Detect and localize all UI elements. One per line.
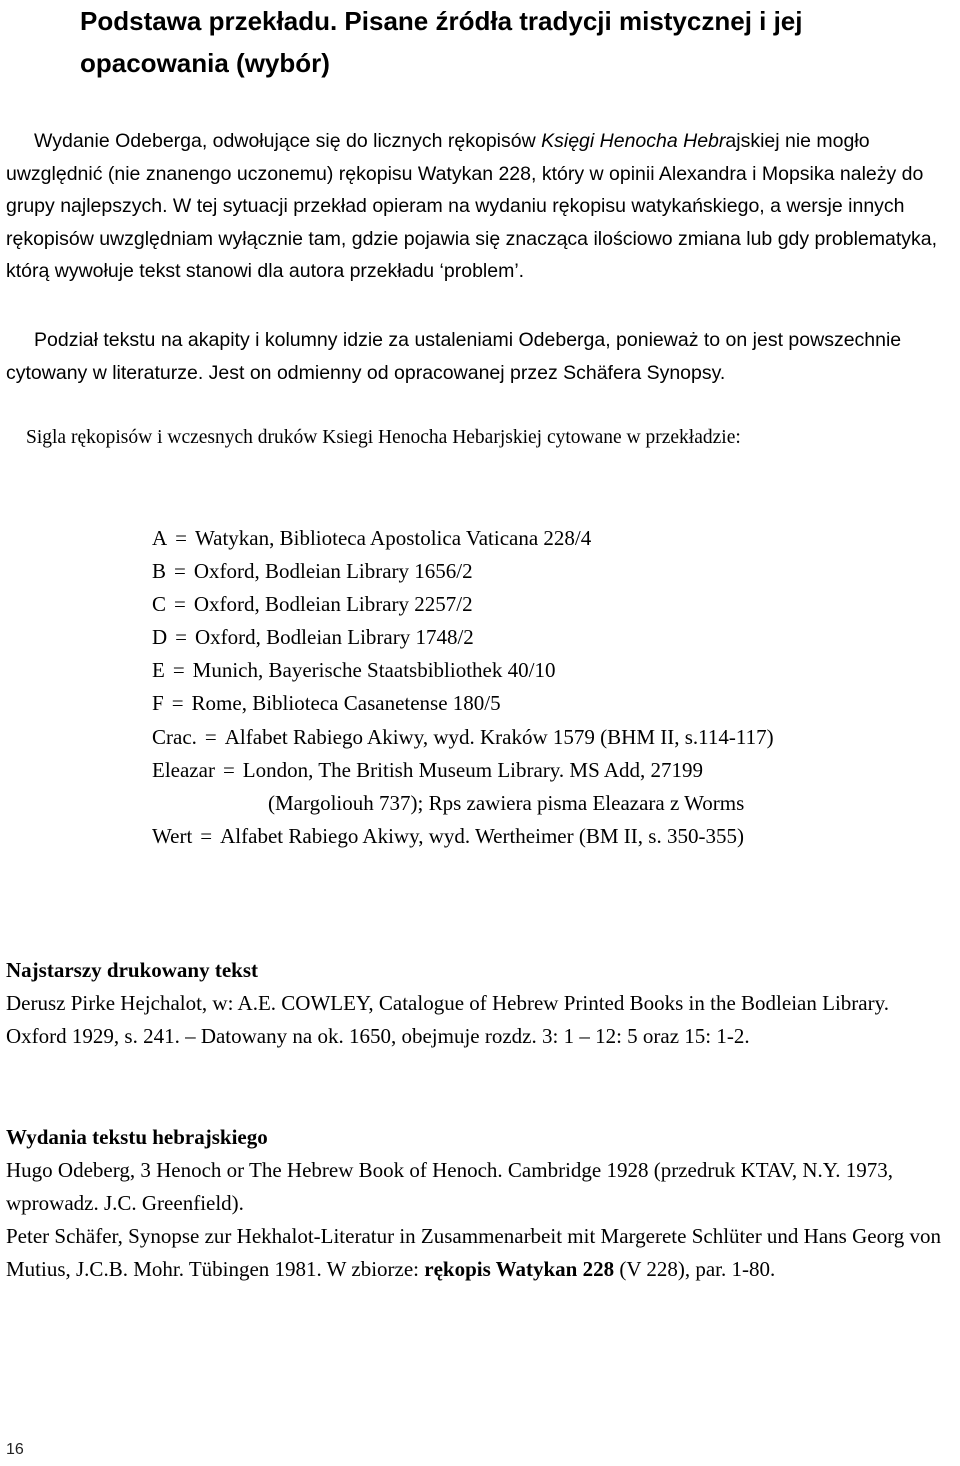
sigla-code: Eleazar <box>152 757 215 782</box>
sigla-row <box>152 754 942 787</box>
sigla-separator: = <box>174 592 186 617</box>
edition-item <box>6 1220 950 1286</box>
sigla-row <box>152 621 942 654</box>
sigla-text: Oxford, Bodleian Library 2257/2 <box>193 592 473 617</box>
page-title <box>80 0 950 84</box>
sigla-separator: = <box>172 658 185 683</box>
sigla-code: D <box>152 625 168 650</box>
title-rest: Pisane źródła tradycji mistycznej i jej opacowania (wybór) <box>80 6 803 78</box>
sigla-separator: = <box>204 724 217 749</box>
sigla-code: E <box>152 658 165 683</box>
sigla-row <box>152 555 942 588</box>
sigla-row <box>152 820 942 853</box>
section-title: Wydania tekstu hebrajskiego <box>6 1125 268 1149</box>
sigla-row <box>152 687 942 720</box>
section-title: Najstarszy drukowany tekst <box>6 958 258 982</box>
sigla-row <box>152 588 942 621</box>
sigla-intro: Sigla rękopisów i wczesnych druków Ksiegi Henocha Hebarjskiej cytowane w przekładzie: <box>26 427 741 448</box>
sigla-row <box>152 654 942 687</box>
sigla-list <box>152 522 942 853</box>
sigla-text: London, The British Museum Library. MS Add, 27199 <box>242 757 704 782</box>
sigla-code: Wert <box>152 823 193 848</box>
section-oldest-print <box>6 954 950 1053</box>
sigla-text: Oxford, Bodleian Library 1748/2 <box>195 625 474 650</box>
intro-p1-rest: ajskiej nie mogło uwzględnić (nie znanengo uczonemu) rękopisu Watykan 228, który w opinii Alexandra i Mopsika należy do grupy najlepszych. W tej sytuacji przekład opieram na wydaniu rękopisu watykańskiego, a wersje innych rękopisów uwzględniam wyłącznie tam, gdzie pojawia się znacząca ilościowo zmiana lub gdy problematyka, którą wywołuje tekst stanowi dla autora przekładu ‘problem’. <box>6 130 938 283</box>
sigla-code: A <box>152 526 168 550</box>
sigla-code: F <box>152 691 164 716</box>
sigla-row-continuation <box>152 787 942 820</box>
sigla-text: Rome, Biblioteca Casanetense 180/5 <box>191 691 501 716</box>
sigla-row <box>152 721 942 754</box>
sigla-text: Oxford, Bodleian Library 1656/2 <box>193 559 473 584</box>
edition-text: (V 228), par. 1-80. <box>614 1257 776 1281</box>
intro-p1-start: Wydanie Odeberga, odwołujące się do licznych rękopisów <box>34 130 542 152</box>
sigla-text: Munich, Bayerische Staatsbibliothek 40/10 <box>192 658 556 683</box>
sigla-text: Alfabet Rabiego Akiwy, wyd. Kraków 1579 (BHM II, s.114-117) <box>224 724 774 749</box>
sigla-text: (Margoliouh 737); Rps zawiera pisma Eleazara z Worms <box>268 790 745 815</box>
section-hebrew-editions <box>6 1121 950 1286</box>
edition-item: Hugo Odeberg, 3 Henoch or The Hebrew Book of Henoch. Cambridge 1928 (przedruk KTAV, N.Y. 1973, wprowadz. J.C. Greenfield). <box>6 1158 893 1215</box>
book-title-italic: Księgi Henocha Hebr <box>541 130 726 152</box>
intro-paragraph-2: Podział tekstu na akapity i kolumny idzie za ustaleniami Odeberga, ponieważ to on jest powszechnie cytowany w literaturze. Jest on odmienny od opracowanej przez Schäfera Synopsy. <box>6 329 902 384</box>
sigla-row <box>152 522 942 555</box>
sigla-text: Watykan, Biblioteca Apostolica Vaticana 228/4 <box>195 526 592 550</box>
page-number: 16 <box>6 1441 24 1458</box>
sigla-separator: = <box>175 625 188 650</box>
section-text: Derusz Pirke Hejchalot, w: A.E. COWLEY, Catalogue of Hebrew Printed Books in the Bodleian Library. Oxford 1929, s. 241. – Datowany na ok. 1650, obejmuje rozdz. 3: 1 – 12: 5 oraz 15: 1-2. <box>6 991 889 1048</box>
edition-emphasis: rękopis Watykan 228 <box>424 1257 615 1281</box>
title-lead: Podstawa przekładu. <box>80 6 338 36</box>
sigla-text: Alfabet Rabiego Akiwy, wyd. Wertheimer (BM II, s. 350-355) <box>220 823 744 848</box>
sigla-separator: = <box>200 823 213 848</box>
sigla-separator: = <box>174 559 186 584</box>
sigla-code: Crac. <box>152 724 197 749</box>
sigla-code: B <box>152 559 167 584</box>
sigla-separator: = <box>171 691 184 716</box>
intro-paragraph-1 <box>6 125 950 288</box>
sigla-separator: = <box>222 757 235 782</box>
edition-text: Peter Schäfer, Synopse zur Hekhalot-Literatur in Zusammenarbeit mit Margerete Schlüter und Hans Georg von Mutius, J.C.B. Mohr. Tübingen 1981. W zbiorze: <box>6 1224 941 1281</box>
sigla-separator: = <box>175 526 188 550</box>
sigla-code: C <box>152 592 167 617</box>
